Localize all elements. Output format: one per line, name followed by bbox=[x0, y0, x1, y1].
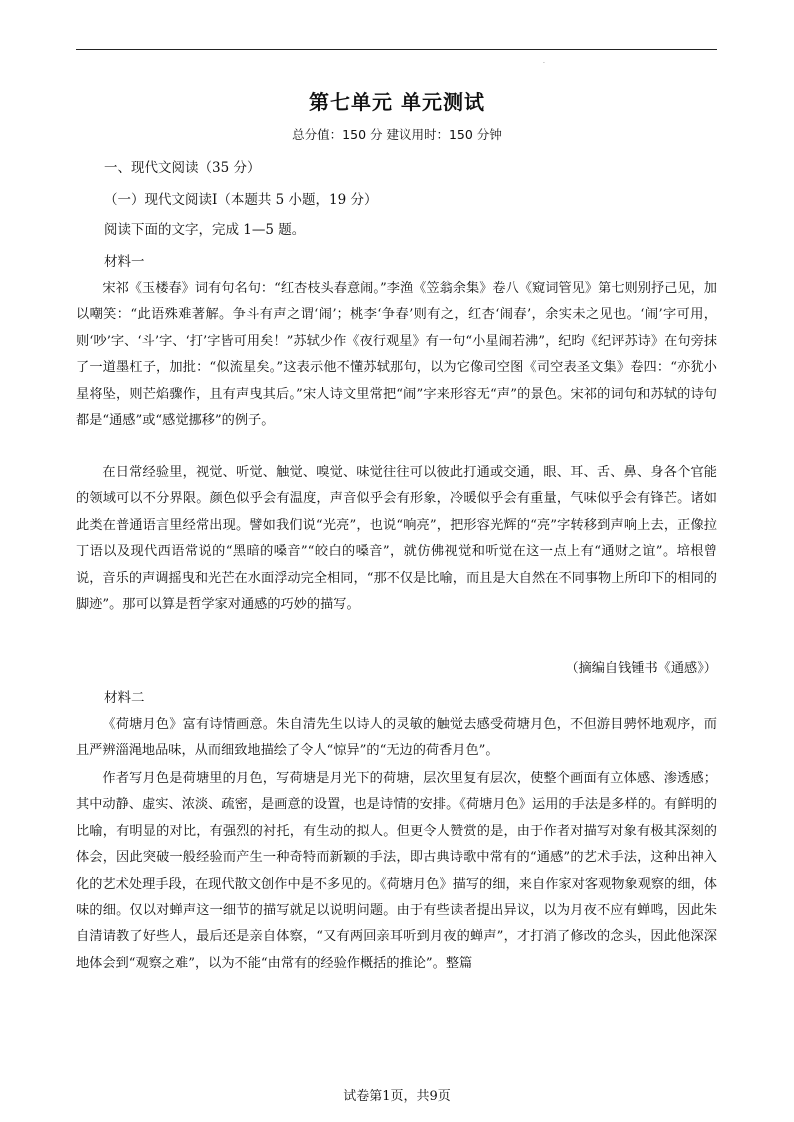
page-footer: 试卷第1页，共9页 bbox=[343, 1089, 451, 1104]
header-rule bbox=[76, 49, 717, 50]
reading-instruction: 阅读下面的文字，完成 1—5 题。 bbox=[104, 222, 306, 238]
material1-label: 材料一 bbox=[104, 254, 145, 270]
score-time-info: 总分值：150 分 建议用时：150 分钟 bbox=[292, 127, 502, 142]
material1-paragraph-1: 宋祁《玉楼春》词有句名句：“红杏枝头春意闹。”李渔《笠翁余集》卷八《窥词管见》第七则别抒己见，加以嘲笑：“此语殊难著解。争斗有声之谓‘闹’；桃李‘争春’则有之，红杏‘闹春’，余实未之见也。‘闹’字可用，则‘吵’字、‘斗’字、‘打’字皆可用矣！”苏轼少作《夜行观星》有一句“小星闹若沸”，纪昀《纪评苏诗》在句旁抹了一道墨杠子，加批：“似流星矣。”这表示他不懂苏轼那句，以为它像司空图《司空表圣文集》卷四：“亦犹小星将坠，则芒焰骤作，且有声曳其后。”宋人诗文里常把“闹”字来形容无“声”的景色。宋祁的词句和苏轼的诗句都是“通感”或“感觉挪移”的例子。 bbox=[76, 281, 717, 429]
page-title: 第七单元 单元测试 bbox=[309, 90, 485, 114]
material1-paragraph-2: 在日常经验里，视觉、听觉、触觉、嗅觉、味觉往往可以彼此打通或交通，眼、耳、舌、鼻、身各个官能的领域可以不分界限。颜色似乎会有温度，声音似乎会有形象，冷暖似乎会有重量，气味似乎会有锋芒。诸如此类在普通语言里经常出现。譬如我们说“光亮”，也说“响亮”，把形容光辉的“亮”字转移到声响上去，正像拉丁语以及现代西语常说的“黑暗的嗓音”“皎白的嗓音”，就仿佛视觉和听觉在这一点上有“通财之谊”。培根曾说，音乐的声调摇曳和光芒在水面浮动完全相同，“那不仅是比喻，而且是大自然在不同事物上所印下的相同的脚迹”。那可以算是哲学家对通感的巧妙的描写。 bbox=[76, 465, 717, 613]
section-heading: 一、现代文阅读（35 分） bbox=[104, 160, 261, 176]
sub-section-heading: （一）现代文阅读Ⅰ（本题共 5 小题，19 分） bbox=[104, 192, 378, 208]
material2-label: 材料二 bbox=[104, 690, 145, 706]
material2-paragraph-1: 《荷塘月色》富有诗情画意。朱自清先生以诗人的灵敏的触觉去感受荷塘月色，不但游目骋怀地观序，而且严辨淄渑地品味，从而细致地描绘了令人“惊异”的“无边的荷香月色”。 bbox=[76, 717, 717, 759]
scan-mark: . bbox=[543, 58, 545, 65]
material1-source: （摘编自钱锺书《通感》） bbox=[565, 661, 717, 676]
material2-paragraph-2: 作者写月色是荷塘里的月色，写荷塘是月光下的荷塘，层次里复有层次，使整个画面有立体感、渗透感；其中动静、虚实、浓淡、疏密，是画意的设置，也是诗情的安排。《荷塘月色》运用的手法是多样的。有鲜明的比喻，有明显的对比，有强烈的衬托，有生动的拟人。但更令人赞赏的是，由于作者对描写对象有极其深刻的体会，因此突破一般经验而产生一种奇特而新颖的手法，即古典诗歌中常有的“通感”的艺术手法，这种出神入化的艺术处理手段，在现代散文创作中是不多见的。《荷塘月色》描写的细，来自作家对客观物象观察的细，体味的细。仅以对蝉声这一细节的描写就足以说明问题。由于有些读者提出异议，以为月夜不应有蝉鸣，因此朱自清请教了好些人，最后还是亲自体察，“又有两回亲耳听到月夜的蝉声”，才打消了修改的念头，因此他深深地体会到“观察之难”，以为不能“由常有的经验作概括的推论”。整篇 bbox=[76, 771, 717, 971]
